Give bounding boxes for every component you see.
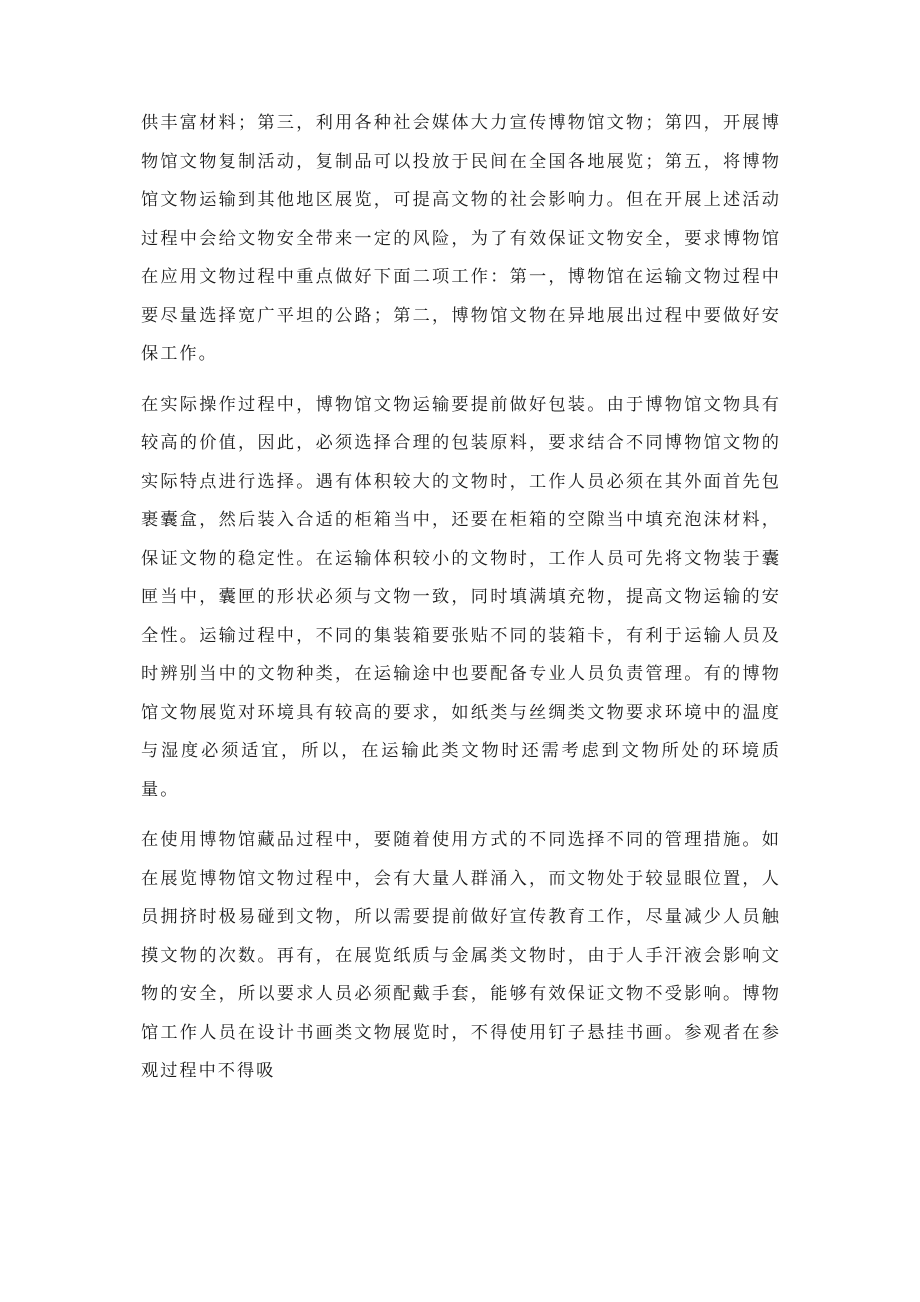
paragraph-3: 在使用博物馆藏品过程中，要随着使用方式的不同选择不同的管理措施。如在展览博物馆文物过程中，会有大量人群涌入，而文物处于较显眼位置，人员拥挤时极易碰到文物，所以需要提前做好宣传教育工作，尽量减少人员触摸文物的次数。再有，在展览纸质与金属类文物时，由于人手汗液会影响文物的安全，所以要求人员必须配戴手套，能够有效保证文物不受影响。博物馆工作人员在设计书画类文物展览时，不得使用钉子悬挂书画。参观者在参观过程中不得吸 [141, 830, 781, 1081]
document-body [141, 104, 781, 1103]
paragraph-1: 供丰富材料；第三，利用各种社会媒体大力宣传博物馆文物；第四，开展博物馆文物复制活动，复制品可以投放于民间在全国各地展览；第五，将博物馆文物运输到其他地区展览，可提高文物的社会影响力。但在开展上述活动过程中会给文物安全带来一定的风险，为了有效保证文物安全，要求博物馆在应用文物过程中重点做好下面二项工作：第一，博物馆在运输文物过程中要尽量选择宽广平坦的公路；第二，博物馆文物在异地展出过程中要做好安保工作。 [141, 113, 781, 364]
paragraph-2: 在实际操作过程中，博物馆文物运输要提前做好包装。由于博物馆文物具有较高的价值，因此，必须选择合理的包装原料，要求结合不同博物馆文物的实际特点进行选择。遇有体积较大的文物时，工作人员必须在其外面首先包裹囊盒，然后装入合适的柜箱当中，还要在柜箱的空隙当中填充泡沫材料，保证文物的稳定性。在运输体积较小的文物时，工作人员可先将文物装于囊匣当中，囊匣的形状必须与文物一致，同时填满填充物，提高文物运输的安全性。运输过程中，不同的集装箱要张贴不同的装箱卡，有利于运输人员及时辨别当中的文物种类，在运输途中也要配备专业人员负责管理。有的博物馆文物展览对环境具有较高的要求，如纸类与丝绸类文物要求环境中的温度与湿度必须适宜，所以，在运输此类文物时还需考虑到文物所处的环境质量。 [141, 394, 781, 800]
